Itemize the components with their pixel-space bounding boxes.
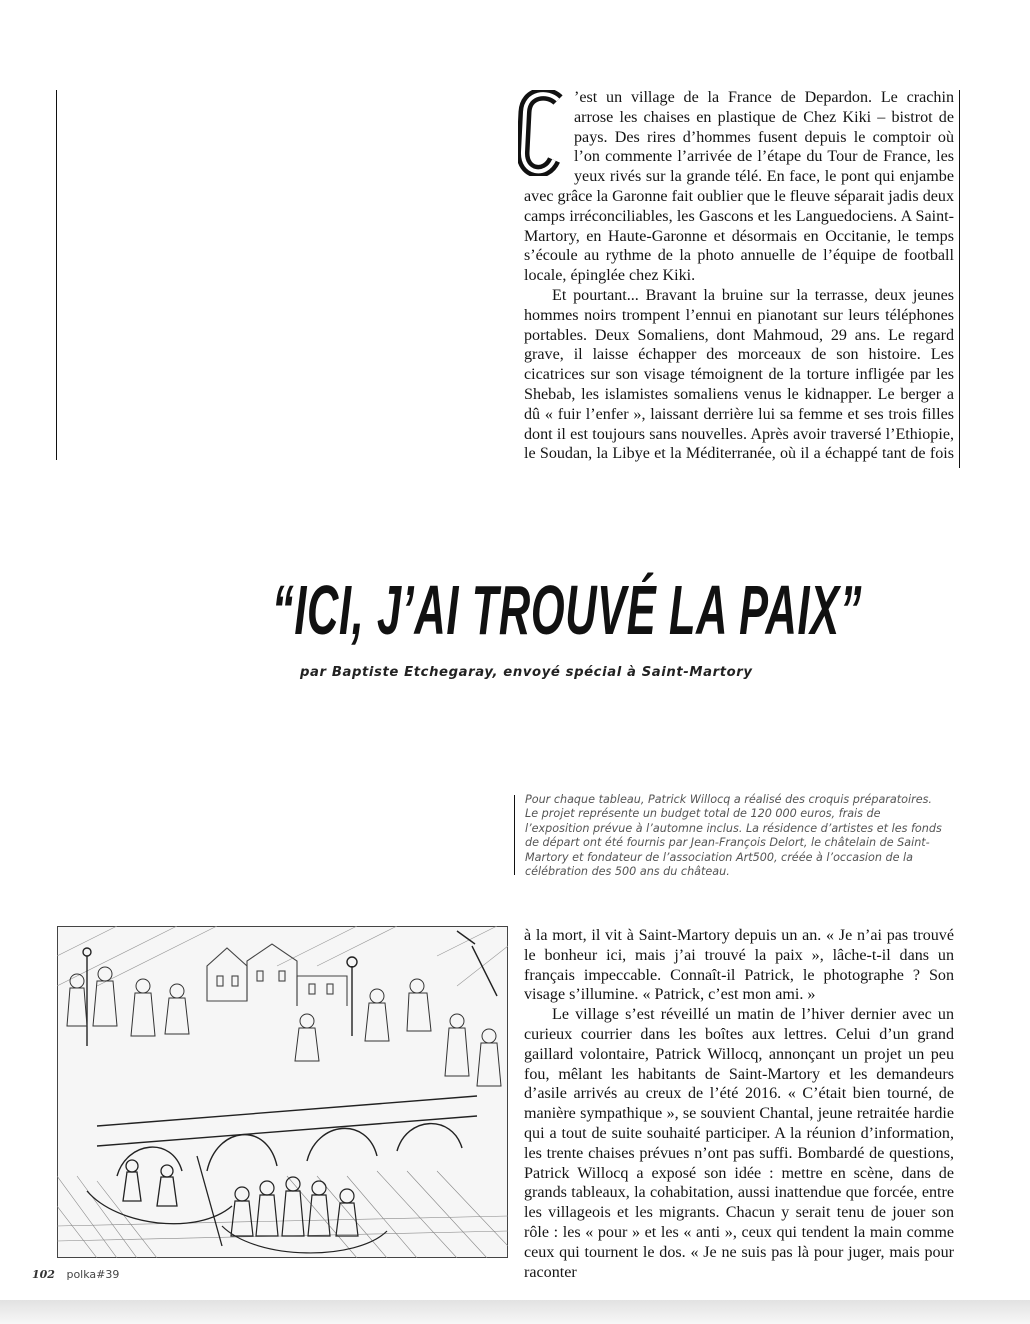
article-paragraph-1: ’est un village de la France de Depardon. Le crachin arrose les chaises en plastique de Chez Kiki – bistrot de pays. Des rires d’hommes fusent depuis le comptoir où l’on commente l’arrivée de l’étape du Tour de France, les yeux rivés sur la grande télé. En face, le pont qui enjambe avec grâce la Garonne fait oublier que le fleuve séparait jadis deux camps irréconciliables, les Gascons et les Languedociens. A Saint-Martory, en Haute-Garonne et désormais en Occitanie, le temps s’écoule au rythme de la photo annuelle de l’équipe de football locale, épinglée chez Kiki.: [524, 89, 954, 285]
article-column-top: [524, 88, 954, 464]
sketch-illustration: [57, 926, 508, 1258]
caption-rule: [514, 795, 515, 875]
left-column-rule: [56, 90, 57, 460]
article-paragraph-2: Et pourtant... Bravant la bruine sur la terrasse, deux jeunes hommes noirs trompent l’ennui en pianotant sur leurs téléphones portables. Deux Somaliens, dont Mahmoud, 29 ans. Le regard grave, il laisse échapper des morceaux de son histoire. Les cicatrices sur son visage témoignent de la torture infligée par les Shebab, les islamistes somaliens venus le kidnapper. Le berger a dû « fuir l’enfer », laissant derrière lui sa femme et ses trois filles dont il est toujours sans nouvelles. Après avoir traversé l’Ethiopie, le Soudan, la Libye et la Méditerranée, où il a échappé tant de fois: [524, 286, 954, 463]
article-paragraph-3: à la mort, il vit à Saint-Martory depuis un an. « Je n’ai pas trouvé le bonheur ici, mais j’ai trouvé la paix », lâche-t-il dans un français impeccable. Connaît-il Patrick, le photographe ? Son visage s’illumine. « Patrick, c’est mon ami. »: [524, 927, 954, 1004]
article-paragraph-4: Le village s’est réveillé un matin de l’hiver dernier avec un curieux courrier dans les boîtes aux lettres. Celui d’un grand gaillard volontaire, Patrick Willocq, annonçant un projet un peu fou, mêlant les habitants de Saint-Martory et les demandeurs d’asile arrivés au creux de l’été 2016. « C’était bien tourné, de manière sympathique », se souvient Chantal, jeune retraitée hardie qui a tout de suite souhaité participer. A la réunion d’information, les trente chaises prévues n’ont pas suffi. Bombardé de questions, Patrick Willocq a exposé son idée : mettre en scène, dans de grands tableaux, la cohabitation, aussi inattendue que forcée, entre les villageois et les migrants. Chacun y serait tenu de jouer son rôle : les « pour » et les « anti », ceux qui tendent la main comme ceux qui tournent le dos. « Je ne suis pas là pour juger, mais pour raconter: [524, 1006, 954, 1281]
magazine-name: polka#39: [66, 1268, 120, 1281]
page-number: 102: [32, 1268, 55, 1281]
right-column-rule: [959, 90, 960, 468]
byline: par Baptiste Etchegaray, envoyé spécial à Saint-Martory: [300, 665, 753, 680]
page-shadow: [0, 1300, 1030, 1324]
folio: [32, 1268, 119, 1281]
article-column-bottom: [524, 926, 954, 1282]
dropcap-c: [518, 90, 568, 176]
photo-caption: Pour chaque tableau, Patrick Willocq a réalisé des croquis préparatoires. Le projet représente un budget total de 120 000 euros, frais de l’exposition prévue à l’automne inclus. La résidence d’artistes et les fonds de départ ont été fournis par Jean-François Delort, le châtelain de Saint-Martory et fondateur de l’association Art500, créée à l’occasion de la célébration des 500 ans du château.: [525, 793, 942, 879]
headline: “ICI, J’AI TROUVÉ LA PAIX”: [272, 571, 863, 649]
